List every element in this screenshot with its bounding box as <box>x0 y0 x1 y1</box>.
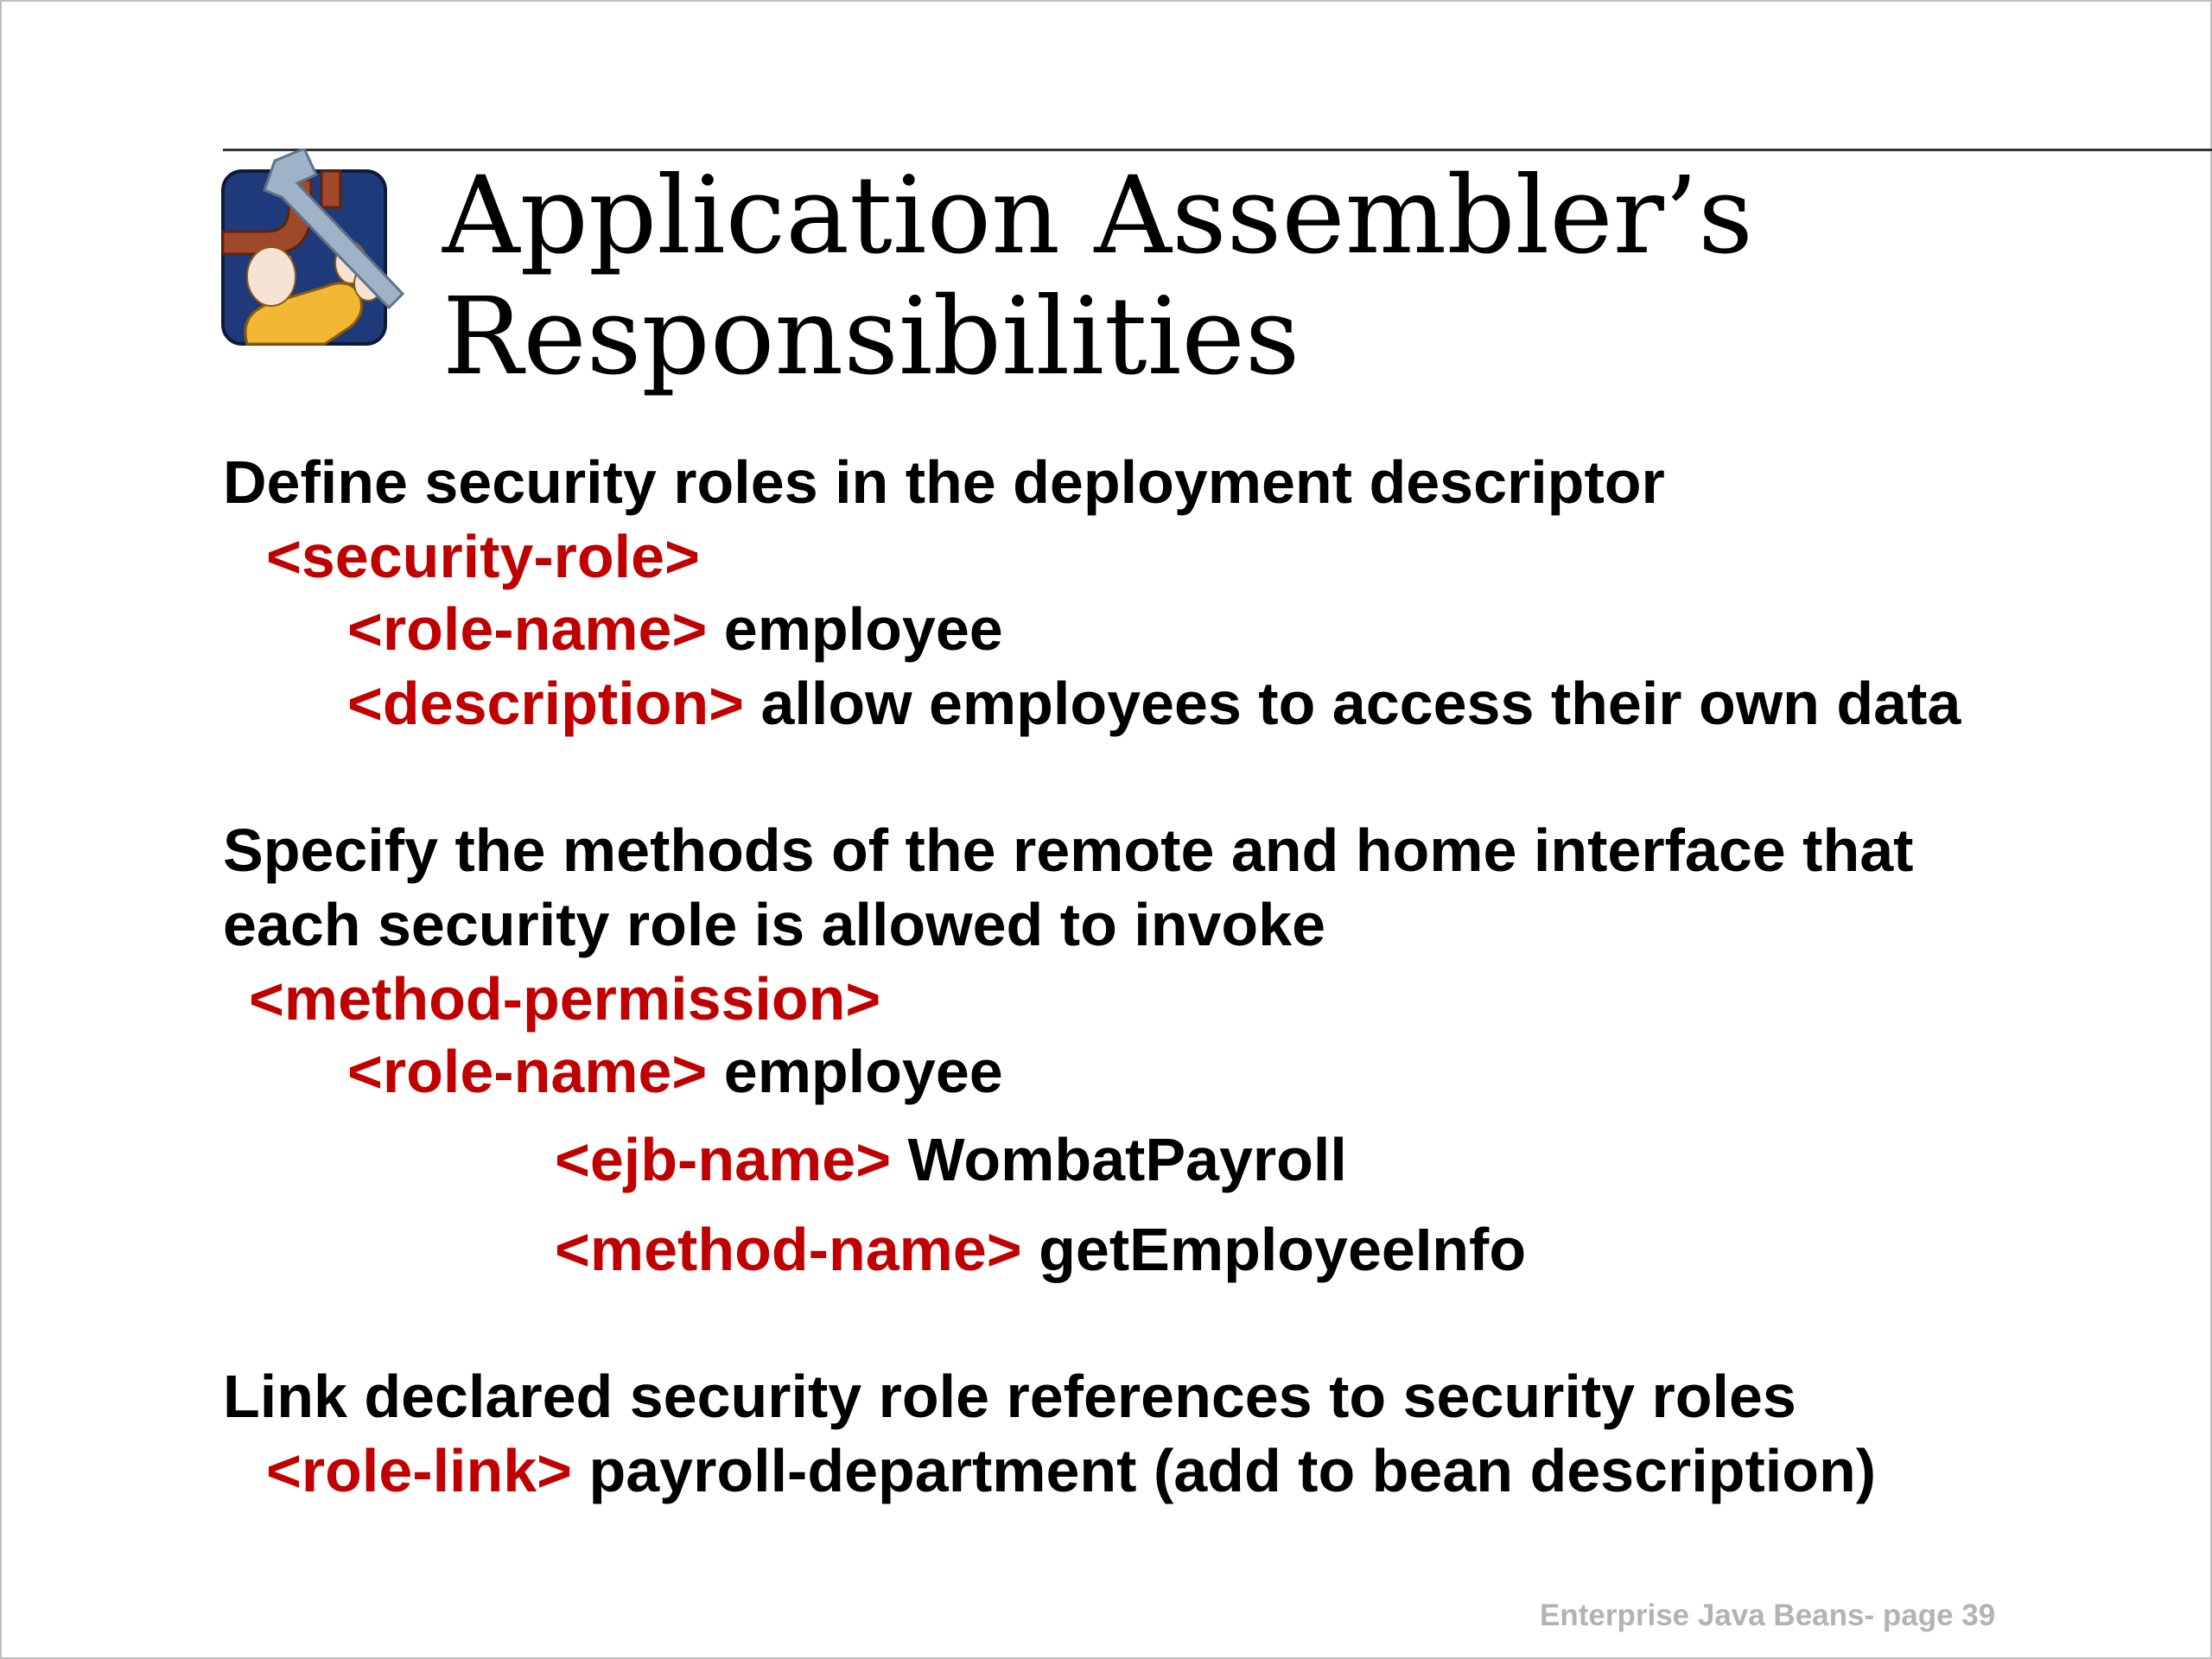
wrench-hand-pipe-icon <box>221 149 411 356</box>
ejb-name-line <box>555 1123 1347 1196</box>
method-name-value: getEmployeeInfo <box>1021 1216 1527 1283</box>
role-name-value: employee <box>707 595 1003 663</box>
tag-security-role: <security-role> <box>266 523 700 590</box>
description-value: allow employees to access their own data <box>744 670 1961 737</box>
description-line <box>347 667 1961 740</box>
section2-heading-line-2: each security role is allowed to invoke <box>223 891 1326 958</box>
tag-description: <description> <box>347 670 745 737</box>
title-rule <box>223 149 2212 151</box>
section1-heading: Define security roles in the deployment descriptor <box>223 448 1665 516</box>
section2-heading-line-1: Specify the methods of the remote and home interface that <box>223 817 1914 884</box>
title-line-2: Responsibilities <box>442 275 1300 399</box>
tag-ejb-name: <ejb-name> <box>555 1126 892 1193</box>
role-link-line <box>266 1434 1876 1507</box>
title-line-1: Application Assembler’s <box>442 154 1753 278</box>
role-name-value: employee <box>707 1038 1003 1105</box>
role-link-value: payroll-department (add to bean description) <box>572 1437 1877 1504</box>
tag-role-link: <role-link> <box>266 1437 573 1504</box>
tag-role-name: <role-name> <box>347 1038 708 1105</box>
tag-method-name: <method-name> <box>555 1216 1022 1283</box>
slide-title <box>442 156 1753 397</box>
method-name-line <box>555 1213 1526 1286</box>
role-name-line-1 <box>347 593 1003 665</box>
role-name-line-2 <box>347 1035 1003 1108</box>
section3-heading: Link declared security role references to security roles <box>223 1363 1796 1430</box>
ejb-name-value: WombatPayroll <box>891 1126 1347 1193</box>
page-footer: Enterprise Java Beans- page 39 <box>1540 1599 1996 1632</box>
tag-role-name: <role-name> <box>347 595 708 663</box>
tag-method-permission: <method-permission> <box>249 965 881 1033</box>
